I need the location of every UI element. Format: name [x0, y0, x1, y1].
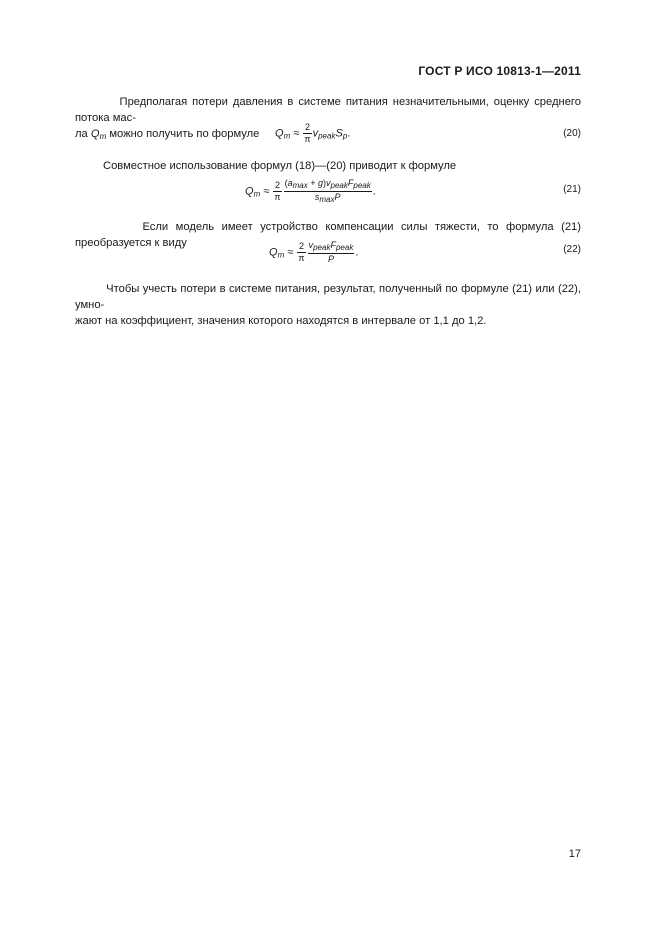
variable-q: Q	[90, 128, 100, 140]
f21-end: .	[372, 185, 376, 198]
f20-v-sub: peak	[318, 131, 336, 141]
f21-coeff-num: 2	[274, 180, 280, 190]
f22-coeff-den: π	[298, 253, 305, 263]
f22-v: v	[308, 240, 314, 250]
f22-main-fraction	[308, 240, 355, 265]
f21-f-sub: peak	[353, 181, 371, 190]
page-number: 17	[568, 848, 581, 860]
f20-v: v	[312, 127, 319, 140]
paragraph-2-text: Совместное использование формул (18)—(20) приводит к формуле	[102, 160, 457, 172]
f22-coeff-fraction	[297, 241, 305, 264]
f21-f: F	[347, 178, 354, 188]
paragraph-4-line-1: Чтобы учесть потери в системе питания, результат, полученный по формуле (21) или (22), умно-	[75, 283, 581, 311]
f21-main-num	[284, 178, 372, 192]
f20-number: (20)	[563, 128, 581, 139]
f20-s: S	[335, 127, 343, 140]
f21-open-paren: (	[284, 178, 288, 188]
f20-approx: ≈	[290, 127, 303, 140]
f22-main-num	[308, 240, 355, 254]
f22-coeff-num: 2	[298, 241, 304, 251]
f21-lhs-sub: m	[253, 189, 261, 199]
f21-v-sub: peak	[330, 181, 348, 190]
f20-lhs: Q	[275, 127, 284, 140]
f21-plus: +	[307, 178, 319, 188]
f22-end: .	[355, 246, 359, 259]
f21-p: P	[334, 192, 341, 202]
paragraph-3-text: Если модель имеет устройство компенсации силы тяжести, то формула (21) преобразуется к виду	[75, 221, 581, 249]
paragraph-1-line-2b: можно получить по формуле	[106, 128, 260, 140]
f22-number: (22)	[563, 244, 581, 255]
paragraph-1-line-1: Предполагая потери давления в системе питания незначительными, оценку среднего потока мас-	[75, 96, 581, 124]
f21-a-sub: max	[292, 181, 308, 190]
f20-frac-num: 2	[304, 122, 310, 132]
f22-main-den	[308, 254, 355, 265]
f22-lhs-sub: m	[277, 250, 285, 260]
f22-v-sub: peak	[313, 243, 331, 252]
f22-approx: ≈	[284, 246, 297, 259]
variable-q-subscript: m	[99, 132, 107, 141]
f21-s: s	[314, 192, 320, 202]
f21-coeff-fraction	[273, 180, 281, 203]
f21-number: (21)	[563, 184, 581, 195]
paragraph-1-line-2a: ла	[75, 128, 91, 140]
f21-s-sub: max	[319, 195, 335, 204]
f20-lhs-sub: m	[283, 131, 291, 141]
f21-main-fraction	[284, 178, 372, 205]
f21-v: v	[326, 178, 331, 188]
f22-f-sub: peak	[335, 243, 354, 252]
f21-approx: ≈	[260, 185, 273, 198]
f20-end: .	[347, 127, 351, 140]
f21-main-den	[284, 192, 372, 205]
f22-f: F	[330, 240, 336, 250]
paragraph-4-line-2: жают на коэффициент, значения которого находятся в интервале от 1,1 до 1,2.	[75, 315, 487, 327]
f22-lhs: Q	[269, 246, 278, 259]
f20-frac-den: π	[304, 134, 311, 144]
paragraph-4	[75, 281, 581, 329]
f20-fraction	[303, 122, 311, 145]
f21-close-paren: )	[323, 178, 327, 188]
f20-s-sub: p	[342, 131, 348, 141]
f21-a: a	[287, 178, 293, 188]
f21-g: g	[318, 178, 324, 188]
f21-lhs: Q	[245, 185, 254, 198]
f21-coeff-den: π	[274, 192, 281, 202]
document-header: ГОСТ Р ИСО 10813-1—2011	[418, 64, 581, 78]
paragraph-2	[75, 158, 581, 174]
f22-p: P	[327, 254, 334, 264]
